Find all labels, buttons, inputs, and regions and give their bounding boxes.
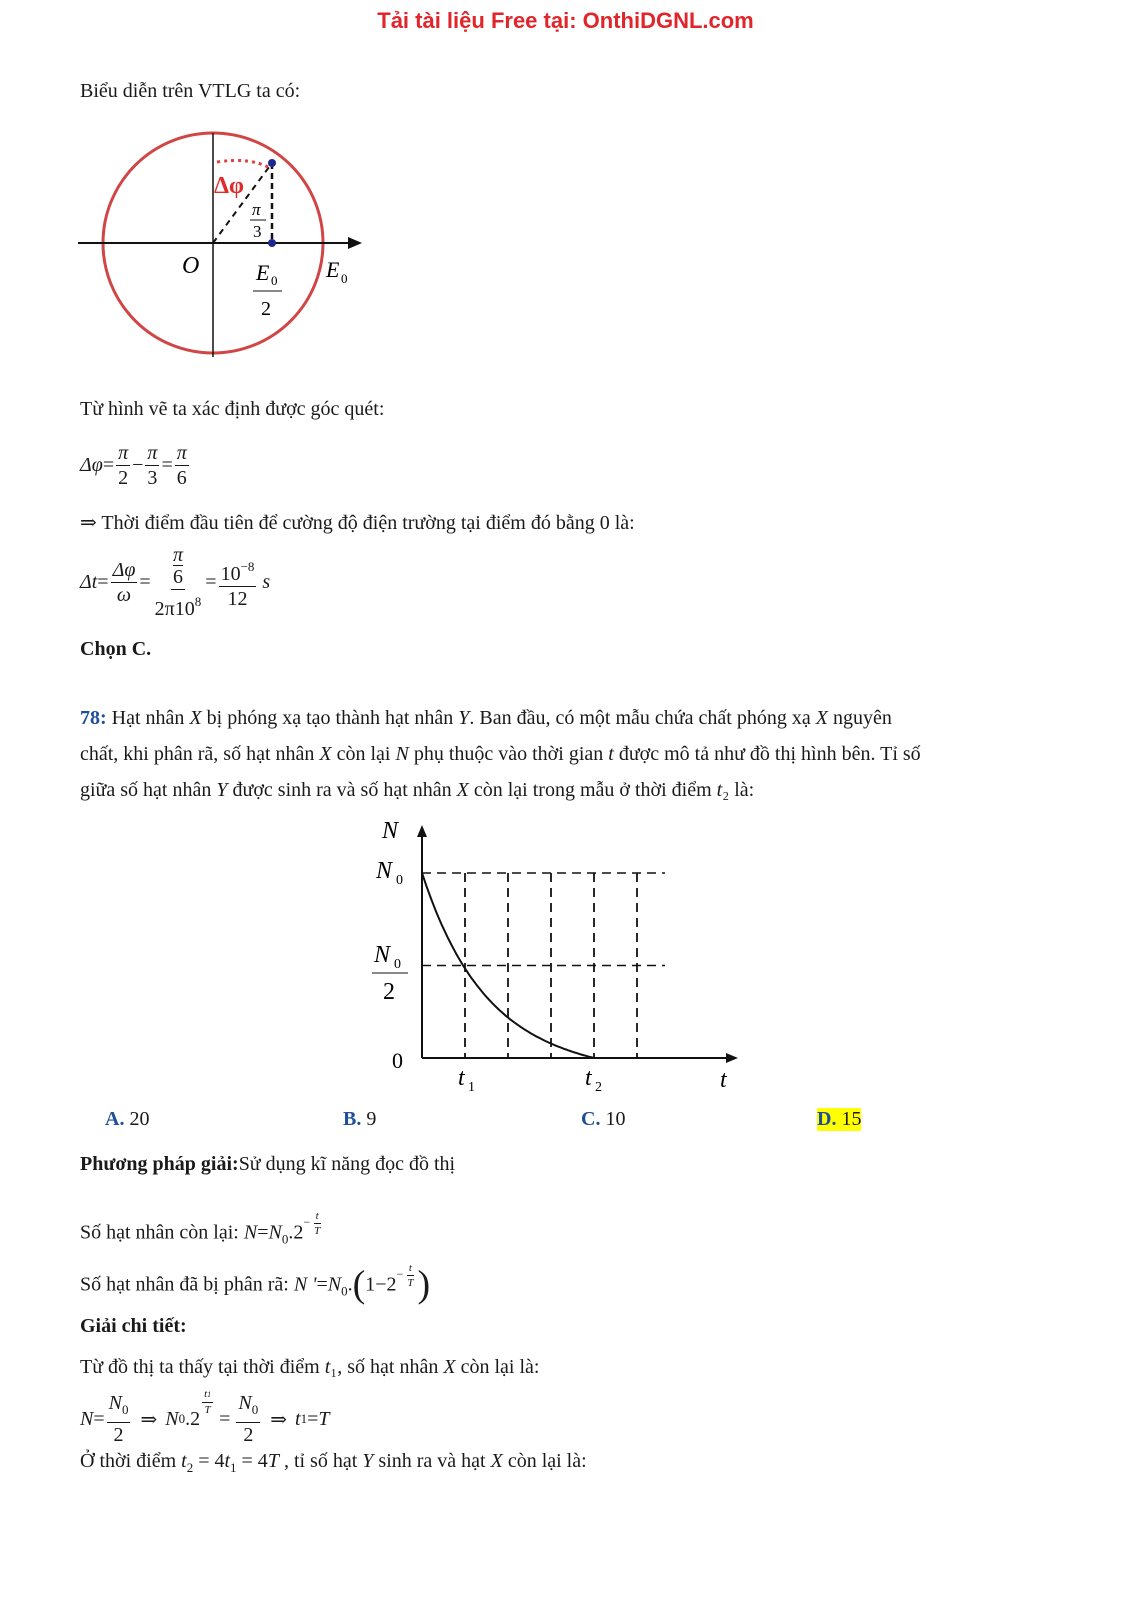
two-label: 2 bbox=[261, 298, 271, 320]
y-axis-arrow-icon bbox=[417, 825, 427, 837]
ytick-zero: 0 bbox=[392, 1048, 403, 1073]
detail-label: Giải chi tiết: bbox=[80, 1315, 187, 1337]
text-segment: phụ thuộc vào thời gian bbox=[408, 743, 609, 765]
text-segment: ₁ bbox=[330, 1356, 338, 1378]
text-segment: được mô tả như đồ thị hình bên. Tỉ số bbox=[613, 743, 921, 765]
detail-line bbox=[80, 1356, 539, 1379]
ytick-n0: N bbox=[376, 858, 393, 884]
ytick-n0-half-den: 2 bbox=[383, 979, 395, 1005]
origin-label: O bbox=[182, 253, 200, 279]
y-axis-label: N bbox=[382, 818, 399, 844]
choose-answer-1: Chọn C. bbox=[80, 638, 152, 660]
text-segment: N bbox=[395, 743, 409, 765]
three-label: 3 bbox=[253, 222, 262, 241]
axis-e0-label: E bbox=[326, 257, 340, 282]
text-segment: t bbox=[324, 1356, 331, 1378]
text-segment: Từ đồ thị ta thấy tại thời điểm bbox=[80, 1356, 325, 1378]
equation-delta-phi: Δφ = $\frac{\pi}{2}$ − $\frac{\pi}{3}$ = $\frac{\pi}{6}$ bbox=[80, 442, 187, 489]
text-segment: còn lại là: bbox=[455, 1356, 540, 1378]
text-segment: X bbox=[443, 1356, 456, 1378]
remain-formula: Số hạt nhân còn lại: $N=N_0.2^{- \frac{t}{T}}$ bbox=[80, 1210, 321, 1247]
equation-t1: N = $\frac{N_0}{2}$ ⇒ N 0 .2 $\frac{t1}{T}$ = $\frac{N_0}{2}$ ⇒ t 1 = T bbox=[80, 1388, 330, 1446]
page-header-link[interactable]: Tải tài liệu Free tại: OnthiDGNL.com bbox=[377, 8, 754, 33]
axis-arrow-icon bbox=[348, 237, 362, 249]
svg-text:0: 0 bbox=[394, 957, 401, 972]
x-axis-label: t bbox=[720, 1067, 727, 1093]
option-c[interactable]: C. 10 bbox=[581, 1108, 626, 1130]
point-on-circle bbox=[268, 159, 276, 167]
option-d[interactable]: D. 15 bbox=[817, 1108, 862, 1130]
text-segment: còn lại trong mẫu ở thời điểm bbox=[468, 779, 717, 801]
text-segment: X bbox=[815, 707, 828, 729]
sweep-text: Từ hình vẽ ta xác định được góc quét: bbox=[80, 398, 385, 420]
text-segment: X bbox=[319, 743, 332, 765]
text-segment: , số hạt nhân bbox=[337, 1356, 444, 1378]
question-78-line2 bbox=[80, 743, 921, 766]
svg-text:0: 0 bbox=[396, 873, 403, 888]
method-line: Phương pháp giải:Sử dụng kĩ năng đọc đồ thị bbox=[80, 1153, 456, 1175]
e0-label: E bbox=[256, 260, 270, 285]
xtick-t2: t bbox=[585, 1065, 592, 1091]
svg-text:1: 1 bbox=[468, 1080, 475, 1095]
option-b[interactable]: B. 9 bbox=[343, 1108, 377, 1130]
option-a[interactable]: A. 20 bbox=[105, 1108, 150, 1130]
x-axis-arrow-icon bbox=[726, 1053, 738, 1063]
text-segment: được sinh ra và số hạt nhân bbox=[227, 779, 457, 801]
ytick-n0-half-num: N bbox=[374, 942, 391, 968]
text-segment: X bbox=[456, 779, 469, 801]
text-segment: giữa số hạt nhân bbox=[80, 779, 217, 801]
text-segment: Hạt nhân bbox=[106, 707, 190, 729]
delta-phi-label: Δφ bbox=[214, 173, 245, 199]
svg-text:0: 0 bbox=[341, 271, 348, 286]
text-segment: t bbox=[716, 779, 723, 801]
phase-circle-figure bbox=[70, 125, 370, 365]
text-segment: X bbox=[189, 707, 202, 729]
text-segment: nguyên bbox=[827, 707, 892, 729]
text-segment: bị phóng xạ tạo thành hạt nhân bbox=[201, 707, 459, 729]
text-segment: là: bbox=[729, 779, 755, 801]
angle-arc bbox=[217, 160, 270, 168]
question-78-line3 bbox=[80, 779, 754, 802]
projection-point bbox=[268, 239, 276, 247]
text-segment: t bbox=[608, 743, 614, 765]
pi-label: π bbox=[252, 200, 261, 219]
text-segment: Y bbox=[216, 779, 228, 801]
text-segment: Y bbox=[458, 707, 470, 729]
decay-chart bbox=[360, 815, 760, 1100]
text-segment: chất, khi phân rã, số hạt nhân bbox=[80, 743, 320, 765]
svg-text:0: 0 bbox=[271, 273, 278, 288]
text-segment: . Ban đầu, có một mẫu chứa chất phóng xạ bbox=[469, 707, 816, 729]
first-time-text: ⇒ Thời điểm đầu tiên để cường độ điện trường tại điểm đó bằng 0 là: bbox=[80, 512, 635, 534]
text-segment: ₂ bbox=[722, 779, 730, 801]
question-78-line1: 78: Hạt nhân X bị phóng xạ tạo thành hạt nhân Y. Ban đầu, có một mẫu chứa chất phóng xạ X nguyên bbox=[80, 707, 892, 729]
equation-delta-t: Δt = $\frac{\Delta\varphi}{\omega}$ = π 6 $2\pi 10^8$ = $\frac{10^{-8}}{12}$ s bbox=[80, 544, 271, 620]
intro-text: Biểu diễn trên VTLG ta có: bbox=[80, 80, 301, 102]
xtick-t1: t bbox=[458, 1065, 465, 1091]
text-segment: còn lại bbox=[331, 743, 396, 765]
last-line: Ở thời điểm $t_2 = 4t_1 = 4T$ , tỉ số hạt Y sinh ra và hạt X còn lại là: bbox=[80, 1450, 587, 1475]
svg-text:2: 2 bbox=[595, 1080, 602, 1095]
decayed-formula: Số hạt nhân đã bị phân rã: N '$=N_0.(1-2^{- \frac{t}{T}}$ ) bbox=[80, 1262, 431, 1306]
